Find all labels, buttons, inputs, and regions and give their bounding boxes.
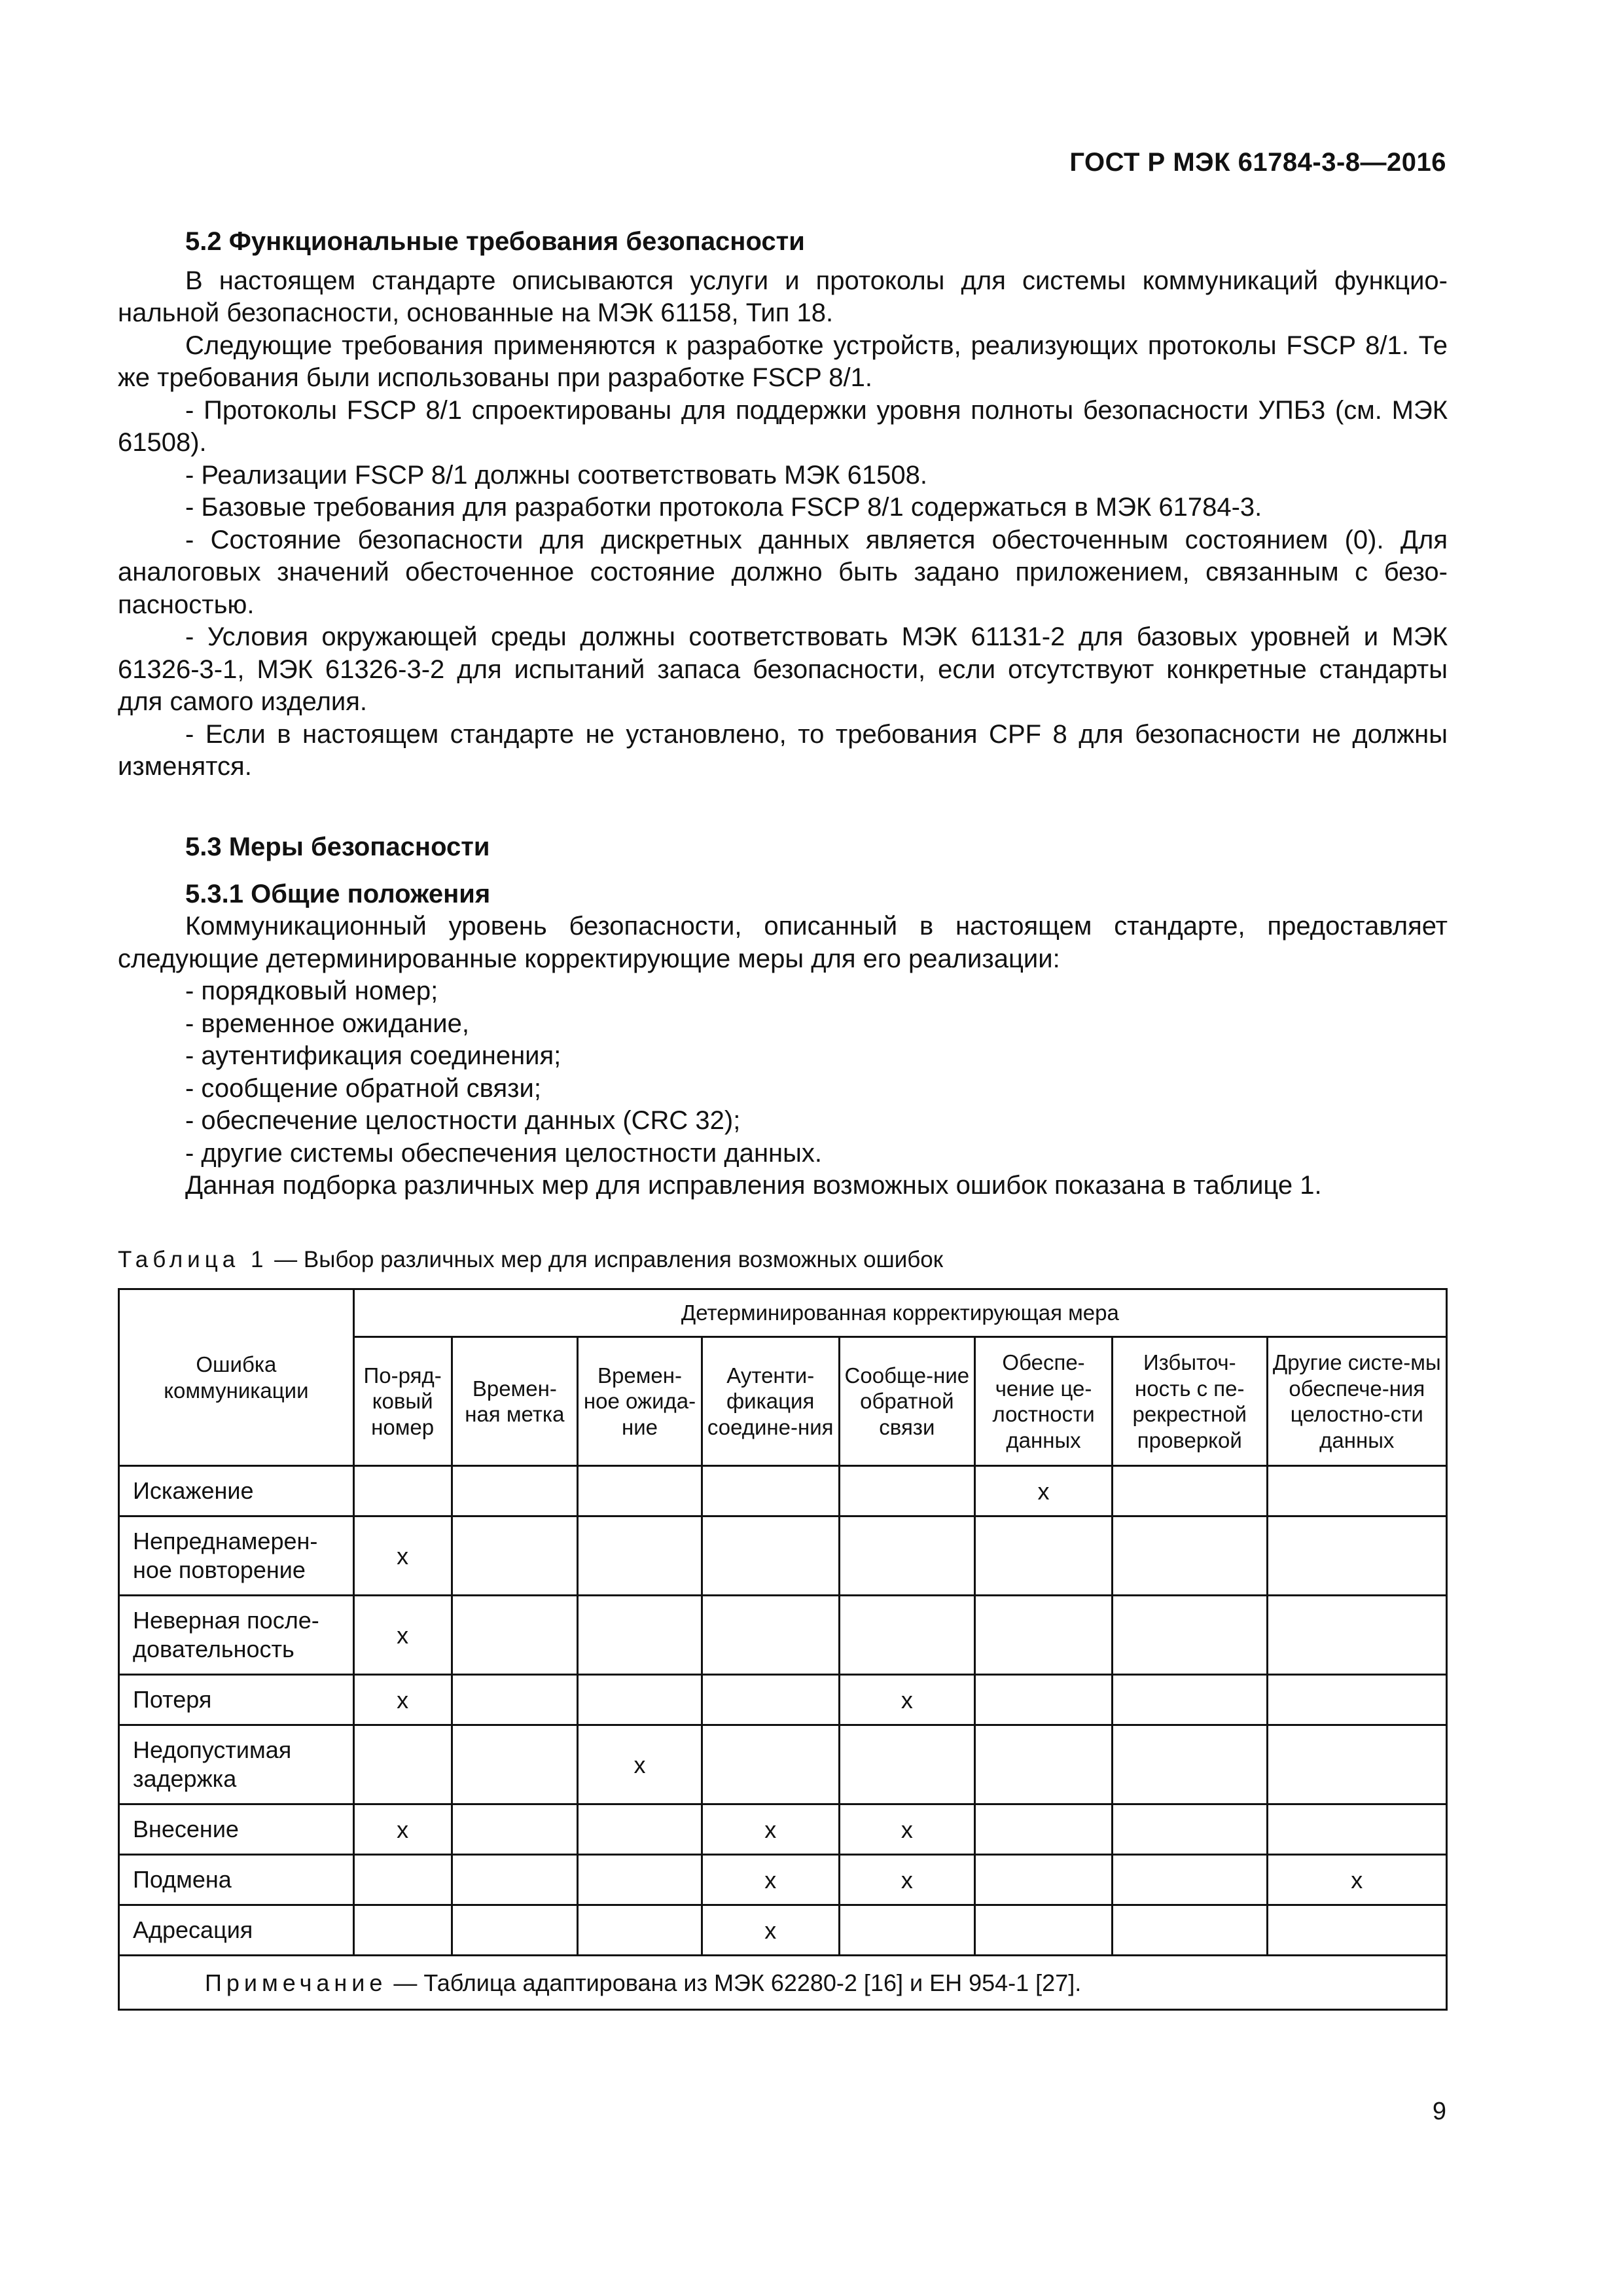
group-header-cell: Детерминированная корректирующая мера bbox=[353, 1289, 1446, 1337]
measure-cell bbox=[353, 1855, 452, 1905]
measure-cell bbox=[578, 1905, 702, 1956]
measure-cell bbox=[839, 1466, 975, 1516]
note-text: — Таблица адаптирована из МЭК 62280-2 [16] и ЕН 954-1 [27]. bbox=[387, 1969, 1082, 1996]
column-header: Аутенти-фикация соедине-ния bbox=[702, 1337, 839, 1466]
measure-cell: x bbox=[578, 1725, 702, 1804]
section-title: 5.2 Функциональные требования безопасности bbox=[185, 227, 805, 256]
measure-cell bbox=[1112, 1725, 1267, 1804]
table-row bbox=[119, 1466, 1447, 1516]
measure-cell: x bbox=[353, 1804, 452, 1855]
measure-cell bbox=[452, 1516, 578, 1596]
list-item: - аутентификация соединения; bbox=[185, 1041, 562, 1070]
measure-cell: x bbox=[353, 1675, 452, 1725]
table-row bbox=[119, 1516, 1447, 1596]
table-row bbox=[119, 1725, 1447, 1804]
measure-cell bbox=[975, 1804, 1113, 1855]
measure-cell bbox=[839, 1725, 975, 1804]
row-label: Потеря bbox=[119, 1675, 354, 1725]
measure-cell bbox=[1267, 1725, 1446, 1804]
measure-cell: x bbox=[353, 1516, 452, 1596]
error-measures-table bbox=[118, 1288, 1448, 2011]
row-label: Адресация bbox=[119, 1905, 354, 1956]
measure-cell bbox=[1267, 1466, 1446, 1516]
measure-cell: x bbox=[839, 1804, 975, 1855]
section-5-3 bbox=[118, 831, 1448, 1202]
measure-cell bbox=[702, 1466, 839, 1516]
row-label: Неверная после-довательность bbox=[119, 1596, 354, 1675]
measure-cell bbox=[1112, 1675, 1267, 1725]
measure-cell bbox=[353, 1725, 452, 1804]
measure-cell: x bbox=[1267, 1855, 1446, 1905]
measure-cell bbox=[452, 1466, 578, 1516]
measure-cell bbox=[452, 1855, 578, 1905]
measure-cell bbox=[578, 1855, 702, 1905]
table-row bbox=[119, 1804, 1447, 1855]
column-header: Сообще-ние обратной связи bbox=[839, 1337, 975, 1466]
paragraph: Следующие требования применяются к разработке устройств, реализующих протоколы FSCP 8/1. Те же требования были использованы при разработке FSCP 8/1. bbox=[118, 331, 1448, 392]
column-header: Обеспе-чение це-лостности данных bbox=[975, 1337, 1113, 1466]
measure-cell bbox=[578, 1516, 702, 1596]
measure-cell bbox=[839, 1516, 975, 1596]
table-note bbox=[119, 1956, 1447, 2010]
table-body bbox=[119, 1466, 1447, 1956]
document-id-header: ГОСТ Р МЭК 61784-3-8—2016 bbox=[1069, 148, 1446, 177]
table-caption-text: — Выбор различных мер для исправления возможных ошибок bbox=[268, 1247, 944, 1272]
row-label: Внесение bbox=[119, 1804, 354, 1855]
paragraph: - Протоколы FSCP 8/1 спроектированы для поддержки уровня полноты безопасности УПБ3 (см. МЭК 61508). bbox=[118, 395, 1448, 457]
measure-cell bbox=[1267, 1596, 1446, 1675]
measure-cell: x bbox=[702, 1905, 839, 1956]
measure-cell bbox=[452, 1804, 578, 1855]
measure-cell bbox=[975, 1855, 1113, 1905]
column-header: Времен-ная метка bbox=[452, 1337, 578, 1466]
column-header: Времен-ное ожида-ние bbox=[578, 1337, 702, 1466]
column-header: Другие систе-мы обеспече-ния целостно-сти данных bbox=[1267, 1337, 1446, 1466]
subsection-title: 5.3.1 Общие положения bbox=[185, 879, 491, 908]
measure-cell bbox=[1112, 1804, 1267, 1855]
list-item: - временное ожидание, bbox=[185, 1009, 469, 1038]
measure-cell bbox=[975, 1596, 1113, 1675]
measure-cell bbox=[1267, 1804, 1446, 1855]
table-row bbox=[119, 1905, 1447, 1956]
table-note-row bbox=[119, 1956, 1447, 2010]
measure-cell bbox=[1112, 1596, 1267, 1675]
list-item: - другие системы обеспечения целостности данных. bbox=[185, 1138, 822, 1168]
column-header: По-ряд-ковый номер bbox=[353, 1337, 452, 1466]
list-item: - обеспечение целостности данных (CRC 32); bbox=[185, 1106, 741, 1135]
table-row bbox=[119, 1675, 1447, 1725]
row-header-cell: Ошибка коммуникации bbox=[119, 1289, 354, 1466]
note-label: Примечание bbox=[205, 1969, 387, 1996]
measure-cell bbox=[578, 1804, 702, 1855]
measure-cell bbox=[975, 1905, 1113, 1956]
measure-cell bbox=[839, 1905, 975, 1956]
measure-cell bbox=[975, 1675, 1113, 1725]
table-row bbox=[119, 1855, 1447, 1905]
measure-cell: x bbox=[702, 1804, 839, 1855]
measure-cell: x bbox=[702, 1855, 839, 1905]
measure-cell bbox=[578, 1675, 702, 1725]
list-item: - сообщение обратной связи; bbox=[185, 1073, 541, 1103]
measure-cell bbox=[1112, 1516, 1267, 1596]
measure-cell: x bbox=[839, 1855, 975, 1905]
list-item: - порядковый номер; bbox=[185, 977, 438, 1005]
paragraph: - Состояние безопасности для дискретных данных является обесточенным состоянием (0). Для аналоговых значений обесточенное состояние должно быть задано приложением, связанным с безопасностью. bbox=[118, 525, 1448, 619]
row-label: Непреднамерен-ное повторение bbox=[119, 1516, 354, 1596]
paragraph: - Если в настоящем стандарте не установлено, то требования CPF 8 для безопасности не должны изменятся. bbox=[118, 719, 1448, 781]
column-header: Избыточ-ность с пе-рекрестной проверкой bbox=[1112, 1337, 1267, 1466]
paragraph: - Условия окружающей среды должны соответствовать МЭК 61131-2 для базовых уровней и МЭК 61326-3-1, МЭК 61326-3-2 для испытаний запаса безопасности, если отсутствуют конкретные стандарты для самого изделия. bbox=[118, 622, 1448, 716]
measure-cell bbox=[578, 1466, 702, 1516]
paragraph: Коммуникационный уровень безопасности, описанный в настоящем стандарте, предоставляет следующие детерминированные корректирующие меры для его реализации: bbox=[118, 912, 1448, 973]
table-caption bbox=[118, 1247, 943, 1273]
measure-cell bbox=[452, 1596, 578, 1675]
measure-cell bbox=[702, 1516, 839, 1596]
measure-cell: x bbox=[975, 1466, 1113, 1516]
paragraph: Данная подборка различных мер для исправления возможных ошибок показана в таблице 1. bbox=[185, 1171, 1322, 1200]
measure-cell bbox=[452, 1725, 578, 1804]
row-label: Подмена bbox=[119, 1855, 354, 1905]
row-label: Недопустимая задержка bbox=[119, 1725, 354, 1804]
measure-cell bbox=[839, 1596, 975, 1675]
measure-cell bbox=[702, 1596, 839, 1675]
measure-cell bbox=[452, 1675, 578, 1725]
measure-cell bbox=[702, 1725, 839, 1804]
table-caption-label: Таблица 1 bbox=[118, 1247, 268, 1272]
measure-cell bbox=[1112, 1855, 1267, 1905]
measure-cell bbox=[353, 1905, 452, 1956]
measure-cell bbox=[1112, 1905, 1267, 1956]
row-label: Искажение bbox=[119, 1466, 354, 1516]
measure-cell bbox=[1267, 1905, 1446, 1956]
table-row bbox=[119, 1596, 1447, 1675]
measure-cell: x bbox=[353, 1596, 452, 1675]
measure-cell bbox=[1267, 1516, 1446, 1596]
measure-cell bbox=[702, 1675, 839, 1725]
section-5-2 bbox=[118, 226, 1448, 783]
measure-cell bbox=[353, 1466, 452, 1516]
table-header-row bbox=[119, 1289, 1447, 1337]
measure-cell bbox=[1112, 1466, 1267, 1516]
measure-cell: x bbox=[839, 1675, 975, 1725]
measure-cell bbox=[452, 1905, 578, 1956]
paragraph: - Базовые требования для разработки протокола FSCP 8/1 содержаться в МЭК 61784-3. bbox=[185, 493, 1262, 522]
measure-cell bbox=[578, 1596, 702, 1675]
paragraph: - Реализации FSCP 8/1 должны соответствовать МЭК 61508. bbox=[185, 460, 927, 490]
measure-cell bbox=[975, 1725, 1113, 1804]
measure-cell bbox=[975, 1516, 1113, 1596]
section-title: 5.3 Меры безопасности bbox=[185, 833, 490, 861]
page-number: 9 bbox=[1432, 2098, 1446, 2125]
paragraph: В настоящем стандарте описываются услуги и протоколы для системы коммуникаций функциональной безопасности, основанные на МЭК 61158, Тип 18. bbox=[118, 266, 1448, 327]
measure-cell bbox=[1267, 1675, 1446, 1725]
